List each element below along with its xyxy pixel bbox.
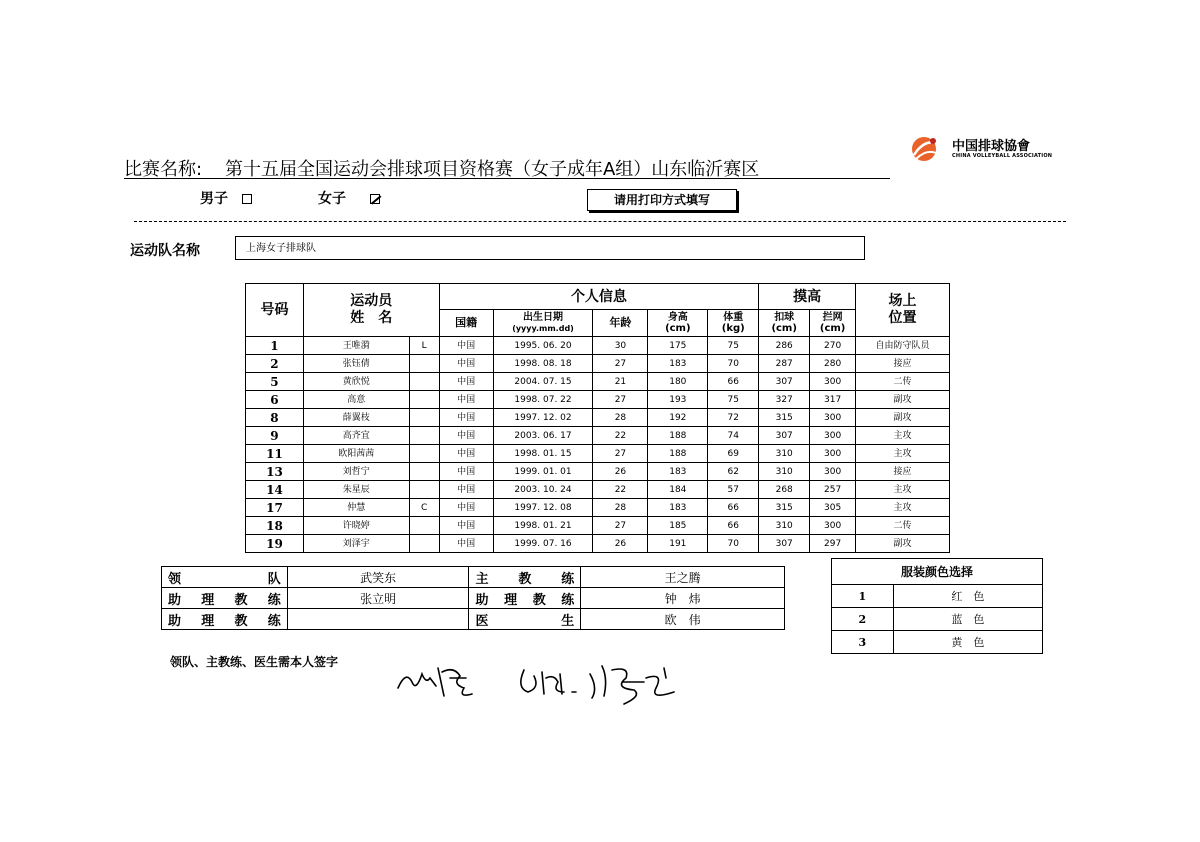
player-birthdate: 1998. 01. 15 <box>493 445 593 463</box>
player-height: 191 <box>648 535 708 553</box>
player-height: 188 <box>648 445 708 463</box>
header-athlete-line2: 姓 名 <box>350 310 393 326</box>
player-number: 1 <box>246 337 304 355</box>
player-age: 27 <box>593 391 648 409</box>
dashed-divider <box>134 221 1066 222</box>
player-birthdate: 2004. 07. 15 <box>493 373 593 391</box>
roster-table <box>245 283 950 553</box>
player-weight: 70 <box>708 535 759 553</box>
team-name-field[interactable]: 上海女子排球队 <box>235 236 865 260</box>
header-weight <box>708 310 759 337</box>
table-row <box>246 463 950 481</box>
player-height: 183 <box>648 499 708 517</box>
player-weight: 70 <box>708 355 759 373</box>
handwritten-signatures <box>394 648 734 708</box>
header-position-line2: 位置 <box>888 310 917 326</box>
player-number: 2 <box>246 355 304 373</box>
player-age: 27 <box>593 445 648 463</box>
player-nationality: 中国 <box>439 535 493 553</box>
player-name: 王唯漪 <box>303 337 409 355</box>
player-role <box>409 427 439 445</box>
header-number: 号码 <box>246 284 304 337</box>
player-block: 257 <box>810 481 856 499</box>
player-role <box>409 481 439 499</box>
player-block: 300 <box>810 427 856 445</box>
head-coach-name[interactable]: 王之腾 <box>581 567 785 588</box>
header-birthdate-label: 出生日期 <box>523 312 564 323</box>
header-block-unit: (cm) <box>819 323 846 334</box>
table-row <box>246 409 950 427</box>
player-block: 300 <box>810 517 856 535</box>
header-spike-label: 扣球 <box>774 312 795 323</box>
header-nationality: 国籍 <box>439 310 493 337</box>
player-nationality: 中国 <box>439 481 493 499</box>
player-nationality: 中国 <box>439 517 493 535</box>
staff-table <box>161 566 785 630</box>
header-height-unit: (cm) <box>665 323 691 334</box>
uniform-option-color[interactable]: 黄 色 <box>893 631 1042 654</box>
player-weight: 72 <box>708 409 759 427</box>
player-weight: 69 <box>708 445 759 463</box>
player-birthdate: 2003. 10. 24 <box>493 481 593 499</box>
assistant-coach-3-name[interactable] <box>287 609 469 630</box>
assistant-coach-1-name[interactable]: 张立明 <box>287 588 469 609</box>
player-nationality: 中国 <box>439 391 493 409</box>
doctor-label: 医生 <box>469 609 581 630</box>
player-block: 300 <box>810 445 856 463</box>
uniform-color-table <box>831 558 1043 654</box>
player-height: 188 <box>648 427 708 445</box>
player-age: 26 <box>593 463 648 481</box>
player-block: 317 <box>810 391 856 409</box>
header-reach: 摸高 <box>759 284 856 310</box>
player-number: 18 <box>246 517 304 535</box>
team-leader-name[interactable]: 武笑东 <box>287 567 469 588</box>
player-name: 仲慧 <box>303 499 409 517</box>
print-note: 请用打印方式填写 <box>587 189 737 211</box>
table-row <box>246 535 950 553</box>
player-position: 二传 <box>856 517 950 535</box>
player-weight: 66 <box>708 499 759 517</box>
player-name: 刘泽宇 <box>303 535 409 553</box>
player-number: 8 <box>246 409 304 427</box>
header-height-label: 身高 <box>667 312 688 323</box>
player-birthdate: 1998. 08. 18 <box>493 355 593 373</box>
table-row <box>246 391 950 409</box>
header-block <box>810 310 856 337</box>
header-birthdate <box>493 310 593 337</box>
title-underline <box>124 178 890 179</box>
competition-label: 比赛名称: <box>124 159 203 180</box>
table-row <box>246 427 950 445</box>
player-weight: 75 <box>708 391 759 409</box>
player-age: 26 <box>593 535 648 553</box>
player-block: 270 <box>810 337 856 355</box>
player-block: 300 <box>810 373 856 391</box>
player-spike: 286 <box>759 337 810 355</box>
player-position: 副攻 <box>856 535 950 553</box>
player-spike: 268 <box>759 481 810 499</box>
player-birthdate: 1999. 07. 16 <box>493 535 593 553</box>
table-row <box>246 337 950 355</box>
header-spike <box>759 310 810 337</box>
header-position-line1: 场上 <box>888 293 917 309</box>
logo-name: 中国排球協會 <box>952 139 1031 154</box>
female-checkbox[interactable] <box>370 194 380 204</box>
player-nationality: 中国 <box>439 427 493 445</box>
player-spike: 327 <box>759 391 810 409</box>
player-role <box>409 445 439 463</box>
player-name: 高意 <box>303 391 409 409</box>
player-age: 28 <box>593 409 648 427</box>
player-birthdate: 1995. 06. 20 <box>493 337 593 355</box>
header-age: 年龄 <box>593 310 648 337</box>
player-block: 300 <box>810 463 856 481</box>
player-nationality: 中国 <box>439 355 493 373</box>
player-height: 192 <box>648 409 708 427</box>
player-role <box>409 535 439 553</box>
player-nationality: 中国 <box>439 463 493 481</box>
player-role: L <box>409 337 439 355</box>
player-role <box>409 409 439 427</box>
logo-subtext: CHINA VOLLEYBALL ASSOCIATION <box>952 153 1053 159</box>
player-age: 21 <box>593 373 648 391</box>
player-spike: 307 <box>759 373 810 391</box>
cva-logo <box>908 133 1053 167</box>
player-weight: 75 <box>708 337 759 355</box>
player-position: 主攻 <box>856 445 950 463</box>
gender-female <box>318 188 380 208</box>
assistant-coach-label: 助理教练 <box>162 588 288 609</box>
player-height: 193 <box>648 391 708 409</box>
player-name: 刘哲宁 <box>303 463 409 481</box>
player-weight: 74 <box>708 427 759 445</box>
player-age: 22 <box>593 481 648 499</box>
player-height: 183 <box>648 463 708 481</box>
player-age: 27 <box>593 355 648 373</box>
player-number: 5 <box>246 373 304 391</box>
player-weight: 66 <box>708 373 759 391</box>
player-weight: 62 <box>708 463 759 481</box>
uniform-option-number: 2 <box>832 608 894 631</box>
player-birthdate: 1999. 01. 01 <box>493 463 593 481</box>
player-weight: 66 <box>708 517 759 535</box>
uniform-option-color[interactable]: 红 色 <box>893 585 1042 608</box>
header-athlete-line1: 运动员 <box>350 293 393 309</box>
player-nationality: 中国 <box>439 373 493 391</box>
player-nationality: 中国 <box>439 409 493 427</box>
player-age: 28 <box>593 499 648 517</box>
table-row <box>246 373 950 391</box>
player-number: 9 <box>246 427 304 445</box>
header-position <box>856 284 950 337</box>
player-spike: 310 <box>759 517 810 535</box>
player-number: 13 <box>246 463 304 481</box>
player-spike: 315 <box>759 409 810 427</box>
player-spike: 310 <box>759 463 810 481</box>
player-name: 欧阳茜茜 <box>303 445 409 463</box>
player-position: 副攻 <box>856 391 950 409</box>
player-birthdate: 1998. 01. 21 <box>493 517 593 535</box>
player-name: 黄欣悦 <box>303 373 409 391</box>
player-spike: 287 <box>759 355 810 373</box>
player-number: 14 <box>246 481 304 499</box>
player-name: 许晓婷 <box>303 517 409 535</box>
player-role <box>409 463 439 481</box>
table-row <box>246 517 950 535</box>
signature-note: 领队、主教练、医生需本人签字 <box>170 655 339 669</box>
header-athlete <box>303 284 439 337</box>
team-label: 运动队名称 <box>130 243 200 259</box>
gender-male <box>200 188 252 208</box>
player-position: 主攻 <box>856 481 950 499</box>
assistant-coach-label-2: 助理教练 <box>469 588 581 609</box>
player-spike: 307 <box>759 427 810 445</box>
player-birthdate: 1997. 12. 08 <box>493 499 593 517</box>
player-height: 184 <box>648 481 708 499</box>
header-weight-label: 体重 <box>723 312 744 323</box>
assistant-coach-2-name[interactable]: 钟 炜 <box>581 588 785 609</box>
doctor-name[interactable]: 欧 伟 <box>581 609 785 630</box>
player-birthdate: 2003. 06. 17 <box>493 427 593 445</box>
player-spike: 310 <box>759 445 810 463</box>
player-height: 180 <box>648 373 708 391</box>
volleyball-logo-icon <box>908 135 944 165</box>
player-position: 主攻 <box>856 499 950 517</box>
player-block: 280 <box>810 355 856 373</box>
header-spike-unit: (cm) <box>771 323 797 334</box>
player-name: 薛翼枝 <box>303 409 409 427</box>
table-row <box>246 355 950 373</box>
player-position: 二传 <box>856 373 950 391</box>
gender-female-label: 女子 <box>318 191 346 207</box>
roster-body <box>246 337 950 553</box>
player-weight: 57 <box>708 481 759 499</box>
team-leader-label: 领队 <box>162 567 288 588</box>
player-role <box>409 355 439 373</box>
player-block: 305 <box>810 499 856 517</box>
assistant-coach-label-3: 助理教练 <box>162 609 288 630</box>
player-number: 19 <box>246 535 304 553</box>
header-birthdate-format: (yyyy.mm.dd) <box>512 324 574 333</box>
player-spike: 315 <box>759 499 810 517</box>
player-role <box>409 391 439 409</box>
player-block: 300 <box>810 409 856 427</box>
player-nationality: 中国 <box>439 499 493 517</box>
uniform-option-color[interactable]: 蓝 色 <box>893 608 1042 631</box>
head-coach-label: 主教练 <box>469 567 581 588</box>
table-row <box>246 445 950 463</box>
player-role <box>409 373 439 391</box>
player-height: 183 <box>648 355 708 373</box>
player-role: C <box>409 499 439 517</box>
player-number: 17 <box>246 499 304 517</box>
player-name: 张钰倩 <box>303 355 409 373</box>
player-height: 185 <box>648 517 708 535</box>
player-age: 30 <box>593 337 648 355</box>
player-height: 175 <box>648 337 708 355</box>
player-position: 自由防守队员 <box>856 337 950 355</box>
player-position: 接应 <box>856 355 950 373</box>
header-personal-info: 个人信息 <box>439 284 759 310</box>
header-weight-unit: (kg) <box>721 323 745 334</box>
player-age: 27 <box>593 517 648 535</box>
player-position: 主攻 <box>856 427 950 445</box>
player-position: 接应 <box>856 463 950 481</box>
competition-name: 第十五届全国运动会排球项目资格赛（女子成年A组）山东临沂赛区 <box>224 159 760 180</box>
player-birthdate: 1997. 12. 02 <box>493 409 593 427</box>
table-row <box>246 499 950 517</box>
player-role <box>409 517 439 535</box>
player-number: 11 <box>246 445 304 463</box>
header-block-label: 拦网 <box>822 312 843 323</box>
uniform-option-number: 1 <box>832 585 894 608</box>
player-block: 297 <box>810 535 856 553</box>
uniform-title: 服装颜色选择 <box>832 559 1043 585</box>
uniform-option-number: 3 <box>832 631 894 654</box>
player-birthdate: 1998. 07. 22 <box>493 391 593 409</box>
gender-male-label: 男子 <box>200 191 228 207</box>
player-age: 22 <box>593 427 648 445</box>
male-checkbox[interactable] <box>242 194 252 204</box>
table-row <box>246 481 950 499</box>
player-number: 6 <box>246 391 304 409</box>
player-nationality: 中国 <box>439 445 493 463</box>
player-name: 高齐宜 <box>303 427 409 445</box>
player-name: 朱星辰 <box>303 481 409 499</box>
player-nationality: 中国 <box>439 337 493 355</box>
player-spike: 307 <box>759 535 810 553</box>
player-position: 副攻 <box>856 409 950 427</box>
header-height <box>648 310 708 337</box>
